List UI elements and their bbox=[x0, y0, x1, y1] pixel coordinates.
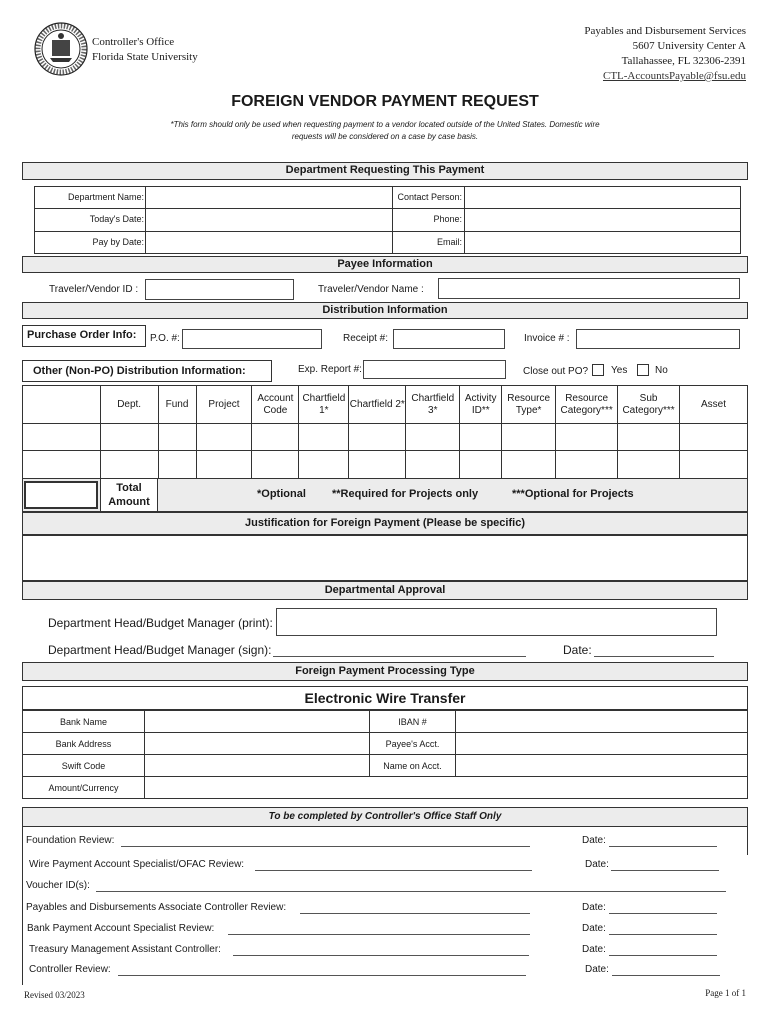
department-heading: Department Requesting This Payment bbox=[22, 162, 748, 180]
close-out-label: Close out PO? bbox=[523, 366, 589, 377]
vendor-id-label: Traveler/Vendor ID : bbox=[49, 284, 139, 295]
close-out-yes-checkbox[interactable] bbox=[592, 364, 604, 376]
associate-controller-review-label: Payables and Disbursements Associate Controller Review: bbox=[26, 902, 287, 913]
col-fund: Fund bbox=[158, 386, 196, 424]
email-field[interactable] bbox=[465, 232, 740, 254]
associate-controller-date-label: Date: bbox=[582, 902, 606, 913]
col-activity-id: Activity ID** bbox=[460, 386, 502, 424]
treasury-date-line[interactable] bbox=[609, 955, 717, 956]
amount-cell[interactable] bbox=[23, 424, 101, 451]
swift-code-field[interactable] bbox=[144, 755, 369, 777]
po-number-label: P.O. #: bbox=[150, 333, 180, 344]
wire-specialist-review-label: Wire Payment Account Specialist/OFAC Review: bbox=[29, 859, 245, 870]
wire-specialist-date-label: Date: bbox=[585, 859, 609, 870]
associate-controller-review-line[interactable] bbox=[300, 913, 530, 914]
approval-date-label: Date: bbox=[563, 643, 592, 657]
chartfield1-cell[interactable] bbox=[299, 451, 349, 479]
budget-manager-print-label: Department Head/Budget Manager (print): bbox=[48, 616, 273, 630]
bank-specialist-review-label: Bank Payment Account Specialist Review: bbox=[27, 923, 215, 934]
contact-email-link[interactable]: CTL-AccountsPayable@fsu.edu bbox=[602, 70, 746, 82]
name-on-acct-field[interactable] bbox=[456, 755, 748, 777]
footnote-optional-projects: ***Optional for Projects bbox=[512, 488, 634, 500]
contact-city: Tallahassee, FL 32306-2391 bbox=[621, 55, 746, 67]
dept-name-label: Department Name: bbox=[67, 192, 144, 202]
bank-specialist-date-line[interactable] bbox=[609, 934, 717, 935]
chartfield2-cell[interactable] bbox=[349, 424, 406, 451]
phone-label: Phone: bbox=[433, 214, 462, 224]
controller-panel-border bbox=[747, 827, 748, 855]
wire-row bbox=[23, 733, 748, 755]
activity-cell[interactable] bbox=[460, 451, 502, 479]
bank-name-field[interactable] bbox=[144, 711, 369, 733]
phone-field[interactable] bbox=[465, 209, 740, 231]
treasury-review-label: Treasury Management Assistant Controller: bbox=[29, 944, 221, 955]
no-label: No bbox=[655, 365, 668, 376]
receipt-label: Receipt #: bbox=[343, 333, 389, 344]
budget-manager-sign-label: Department Head/Budget Manager (sign): bbox=[48, 643, 272, 657]
treasury-review-line[interactable] bbox=[233, 955, 529, 956]
chartfield2-cell[interactable] bbox=[349, 451, 406, 479]
invoice-label: Invoice # : bbox=[524, 333, 570, 344]
dept-cell[interactable] bbox=[100, 424, 158, 451]
fsu-seal-logo bbox=[34, 22, 88, 76]
resource-category-cell[interactable] bbox=[556, 424, 618, 451]
bank-name-label: Bank Name bbox=[23, 711, 145, 733]
form-note-line1: *This form should only be used when requesting payment to a vendor located outside of the United States. Domestic wire bbox=[170, 120, 600, 129]
wire-specialist-review-line[interactable] bbox=[255, 870, 532, 871]
foundation-date-line[interactable] bbox=[609, 846, 717, 847]
asset-cell[interactable] bbox=[680, 424, 748, 451]
iban-label: IBAN # bbox=[369, 711, 456, 733]
resource-type-cell[interactable] bbox=[502, 451, 556, 479]
wire-heading-box bbox=[22, 686, 748, 710]
po-number-field[interactable] bbox=[182, 329, 322, 349]
approval-heading: Departmental Approval bbox=[22, 581, 748, 600]
bank-address-field[interactable] bbox=[144, 733, 369, 755]
associate-controller-date-line[interactable] bbox=[609, 913, 717, 914]
contact-address: 5607 University Center A bbox=[632, 40, 746, 52]
sub-category-cell[interactable] bbox=[618, 424, 680, 451]
controller-heading-text: To be completed by Controller's Office Staff Only bbox=[268, 811, 502, 822]
todays-date-label: Today's Date: bbox=[89, 214, 144, 224]
wire-row bbox=[23, 711, 748, 733]
distribution-table bbox=[22, 385, 748, 479]
chartfield3-cell[interactable] bbox=[406, 451, 460, 479]
budget-manager-print-field[interactable] bbox=[276, 608, 717, 636]
swift-code-label: Swift Code bbox=[23, 755, 145, 777]
po-info-label bbox=[22, 325, 146, 347]
blank-header-cell bbox=[23, 386, 101, 424]
bank-specialist-review-line[interactable] bbox=[228, 934, 530, 935]
asset-cell[interactable] bbox=[680, 451, 748, 479]
sub-category-cell[interactable] bbox=[618, 451, 680, 479]
distribution-header-row bbox=[23, 386, 748, 424]
col-sub-category: Sub Category*** bbox=[618, 386, 680, 424]
approval-date-line[interactable] bbox=[594, 656, 714, 657]
payee-acct-label: Payee's Acct. bbox=[369, 733, 456, 755]
pay-by-date-label: Pay by Date: bbox=[92, 237, 144, 247]
vendor-name-label: Traveler/Vendor Name : bbox=[318, 284, 424, 295]
col-dept: Dept. bbox=[100, 386, 158, 424]
form-note-line2: requests will be considered on a case by case basis. bbox=[291, 132, 479, 141]
col-chartfield-1: Chartfield 1* bbox=[299, 386, 349, 424]
voucher-ids-label: Voucher ID(s): bbox=[26, 880, 90, 891]
chartfield3-cell[interactable] bbox=[406, 424, 460, 451]
distribution-row bbox=[23, 424, 748, 451]
close-out-no-checkbox[interactable] bbox=[637, 364, 649, 376]
foundation-review-label: Foundation Review: bbox=[26, 835, 115, 846]
total-label-box bbox=[100, 478, 158, 512]
revised-date: Revised 03/2023 bbox=[24, 990, 85, 1000]
yes-label: Yes bbox=[611, 365, 628, 376]
amount-currency-field[interactable] bbox=[144, 777, 747, 799]
resource-type-cell[interactable] bbox=[502, 424, 556, 451]
fund-cell[interactable] bbox=[158, 424, 196, 451]
col-chartfield-2: Chartfield 2* bbox=[349, 386, 406, 424]
project-cell[interactable] bbox=[196, 424, 252, 451]
other-distribution-text: Other (Non-PO) Distribution Information: bbox=[33, 365, 246, 377]
controller-panel-border bbox=[22, 827, 23, 985]
controller-review-line[interactable] bbox=[118, 975, 526, 976]
wire-table bbox=[22, 710, 748, 799]
activity-cell[interactable] bbox=[460, 424, 502, 451]
controller-date-label: Date: bbox=[585, 964, 609, 975]
col-account-code: Account Code bbox=[252, 386, 299, 424]
name-on-acct-label: Name on Acct. bbox=[369, 755, 456, 777]
page-number: Page 1 of 1 bbox=[705, 988, 746, 998]
justification-heading: Justification for Foreign Payment (Please be specific) bbox=[22, 512, 748, 535]
pay-by-date-field[interactable] bbox=[146, 232, 392, 254]
dept-name-field[interactable] bbox=[146, 187, 392, 208]
footnote-required-projects: **Required for Projects only bbox=[332, 488, 479, 500]
form-title: FOREIGN VENDOR PAYMENT REQUEST bbox=[231, 93, 539, 110]
controller-review-label: Controller Review: bbox=[29, 964, 111, 975]
resource-category-cell[interactable] bbox=[556, 451, 618, 479]
payee-heading: Payee Information bbox=[22, 256, 748, 273]
controller-date-line[interactable] bbox=[612, 975, 720, 976]
col-resource-category: Resource Category*** bbox=[556, 386, 618, 424]
bank-address-label: Bank Address bbox=[23, 733, 145, 755]
processing-heading: Foreign Payment Processing Type bbox=[22, 662, 748, 681]
university-name: Florida State University bbox=[92, 51, 198, 63]
receipt-field[interactable] bbox=[393, 329, 505, 349]
fund-cell[interactable] bbox=[158, 451, 196, 479]
contact-dept: Payables and Disbursement Services bbox=[584, 25, 746, 37]
contact-person-field[interactable] bbox=[465, 187, 740, 208]
invoice-field[interactable] bbox=[576, 329, 740, 349]
exp-report-field[interactable] bbox=[363, 360, 506, 379]
vendor-id-field[interactable] bbox=[145, 279, 294, 300]
todays-date-field[interactable] bbox=[146, 209, 392, 231]
distribution-heading: Distribution Information bbox=[22, 302, 748, 319]
exp-report-label: Exp. Report #: bbox=[298, 364, 362, 375]
total-label-line2: Amount bbox=[108, 496, 150, 508]
foundation-review-line[interactable] bbox=[121, 846, 530, 847]
dept-cell[interactable] bbox=[100, 451, 158, 479]
amount-currency-label: Amount/Currency bbox=[23, 777, 145, 799]
col-resource-type: Resource Type* bbox=[502, 386, 556, 424]
col-asset: Asset bbox=[680, 386, 748, 424]
controller-heading bbox=[22, 807, 748, 827]
vendor-name-field[interactable] bbox=[438, 278, 740, 299]
distribution-row bbox=[23, 451, 748, 479]
account-cell[interactable] bbox=[252, 451, 299, 479]
project-cell[interactable] bbox=[196, 451, 252, 479]
total-amount-field[interactable] bbox=[24, 481, 98, 509]
payee-acct-field[interactable] bbox=[456, 733, 748, 755]
wire-row bbox=[23, 777, 748, 799]
amount-cell[interactable] bbox=[23, 451, 101, 479]
other-distribution-label bbox=[22, 360, 272, 382]
contact-person-label: Contact Person: bbox=[397, 192, 462, 202]
wire-specialist-date-line[interactable] bbox=[611, 870, 719, 871]
col-project: Project bbox=[196, 386, 252, 424]
wire-row bbox=[23, 755, 748, 777]
voucher-ids-line[interactable] bbox=[96, 891, 726, 892]
wire-heading: Electronic Wire Transfer bbox=[304, 690, 466, 706]
justification-textarea[interactable] bbox=[22, 535, 748, 581]
account-cell[interactable] bbox=[252, 424, 299, 451]
col-chartfield-3: Chartfield 3* bbox=[406, 386, 460, 424]
iban-field[interactable] bbox=[456, 711, 748, 733]
office-name: Controller's Office bbox=[92, 36, 175, 48]
divider bbox=[392, 186, 393, 254]
chartfield1-cell[interactable] bbox=[299, 424, 349, 451]
bank-specialist-date-label: Date: bbox=[582, 923, 606, 934]
email-label: Email: bbox=[436, 237, 462, 247]
foundation-date-label: Date: bbox=[582, 835, 606, 846]
footnote-optional: *Optional bbox=[257, 488, 306, 500]
budget-manager-sign-line[interactable] bbox=[273, 656, 526, 657]
total-label-line1: Total bbox=[116, 482, 142, 494]
treasury-date-label: Date: bbox=[582, 944, 606, 955]
po-info-text: Purchase Order Info: bbox=[27, 329, 137, 341]
